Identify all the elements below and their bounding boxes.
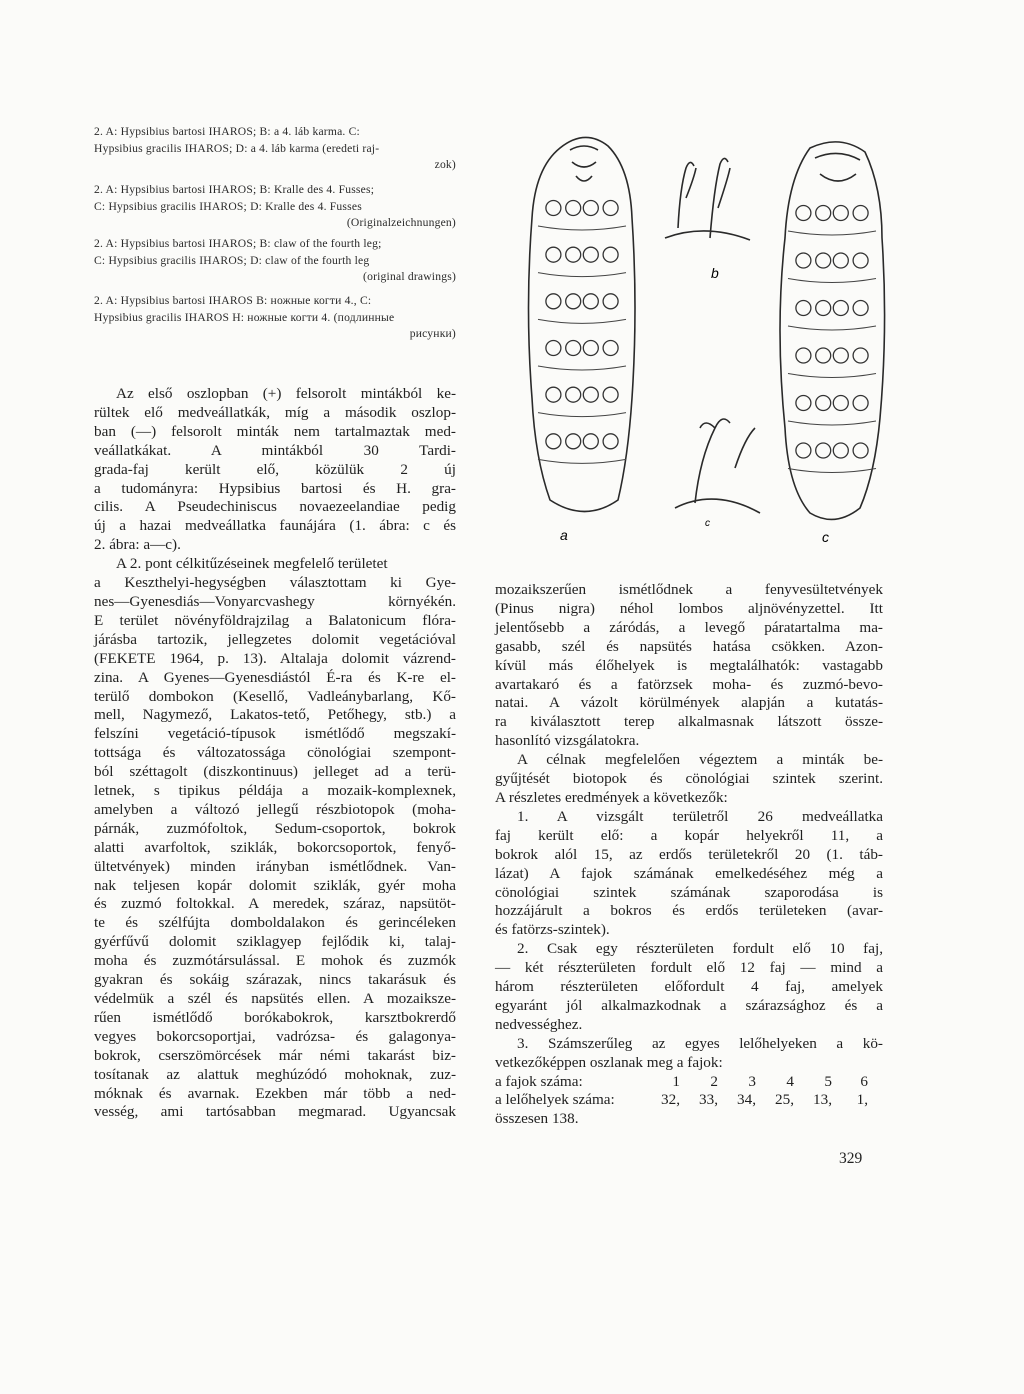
text-line: vesség, ami tartósabban megmarad. Ugyancsak: [94, 1103, 456, 1121]
body-bump: [603, 341, 618, 356]
segment-line: [538, 226, 626, 230]
body-bump: [603, 247, 618, 262]
table-cell: 1: [672, 1072, 680, 1090]
text-line: rűen ismétlődő borókabokrok, karsztbokrerdő: [94, 1008, 456, 1026]
segment-line: [788, 231, 876, 235]
body-bump: [833, 396, 848, 411]
table-cell: 33,: [699, 1091, 718, 1109]
text-line: 2. ábra: a—c).: [94, 536, 181, 554]
caption-en: [94, 236, 456, 286]
body-bump: [546, 434, 561, 449]
figure-label-c: c: [822, 529, 829, 545]
body-bump: [546, 201, 561, 216]
text-line: (Pinus nigra) néhol lombos aljnövényzettel. Itt: [495, 599, 883, 617]
text-line: 1. A vizsgált területről 26 medveállatka: [517, 807, 883, 825]
segment-line: [788, 279, 876, 283]
text-line: lázat) A fajok számának emelkedéséhez még a: [495, 864, 883, 882]
text-line: zina. A Gyenes—Gyenesdiástól É-ra és K-re el-: [94, 668, 456, 686]
caption-line: (original drawings): [363, 270, 456, 284]
text-line: grada-faj került elő, közülük 2 új: [94, 460, 456, 478]
text-line: cilis. A Pseudechiniscus novaezeelandiae pedig: [94, 498, 456, 516]
text-line: jelentősebb a záródás, a levegő páratartalma ma-: [495, 618, 883, 636]
text-line: a Keszthelyi-hegységben választottam ki Gye-: [94, 574, 456, 592]
text-line: E terület növényföldrajzilag a Balatonicum flóra-: [94, 611, 456, 629]
text-line: ültetvények) minden irányban ismétlődnek. Van-: [94, 857, 456, 875]
body-bump: [583, 247, 598, 262]
text-line: A részletes eredmények a következők:: [495, 788, 728, 806]
text-line: rültek elő medveállatkák, míg a második oszlop-: [94, 403, 456, 421]
page-number: 329: [839, 1150, 863, 1167]
body-bump: [583, 294, 598, 309]
text-line: vegyes bokorcsoportjai, vadrózsa- és galagonya-: [94, 1027, 456, 1045]
body-bump: [833, 206, 848, 221]
body-bump: [796, 253, 811, 268]
body-bump: [816, 206, 831, 221]
caption-hu: [94, 124, 456, 174]
body-bump: [583, 201, 598, 216]
text-line: bokrok, cserszömörcések már némi takarást biz-: [94, 1046, 456, 1064]
table-cell: 25,: [775, 1091, 794, 1109]
text-line: felszíni vegetáció-típusok ismétlődő megszakí-: [94, 725, 456, 743]
body-bump: [816, 443, 831, 458]
text-line: új a hazai medveállatka faunájára (1. ábra: c és: [94, 517, 456, 535]
body-bump: [853, 348, 868, 363]
text-line: hasonlító vizsgálatokra.: [495, 732, 640, 750]
caption-line: 2. A: Hypsibius bartosi IHAROS; B: Kralle des 4. Fusses;: [94, 183, 375, 196]
caption-line: C: Hypsibius gracilis IHAROS; D: Kralle des 4. Fusses: [94, 199, 362, 213]
table-cell: 6: [860, 1072, 868, 1090]
text-line: 3. Számszerűleg az egyes lelőhelyeken a kö-: [517, 1034, 883, 1052]
text-line: gyűjtését biotopok és cönológiai szintek szerint.: [495, 770, 883, 788]
body-bump: [583, 341, 598, 356]
body-bump: [603, 294, 618, 309]
figure-label-small: c: [705, 518, 710, 529]
table-row: [495, 1073, 883, 1092]
text-line: tosítanak az alattuk meghúzódó mohoknak, zuz-: [94, 1065, 456, 1083]
caption-line: 2. A: Hypsibius bartosi IHAROS; B: a 4. láb karma. C:: [94, 125, 360, 138]
body-bump: [796, 443, 811, 458]
body-bump: [603, 387, 618, 402]
body-bump: [566, 201, 581, 216]
text-line: hozzájárult a bokros és erdős területeken (avar-: [495, 902, 883, 920]
body-bump: [566, 434, 581, 449]
table-cell: 5: [824, 1072, 832, 1090]
body-bump: [853, 206, 868, 221]
segment-line: [538, 273, 626, 277]
body-bump: [853, 253, 868, 268]
text-line: letnek, s tipikus példája a mozaik-komplexnek,: [94, 782, 456, 800]
text-line: nes—Gyenesdiás—Vonyarcvashegy környékén.: [94, 592, 456, 610]
caption-ru: [94, 293, 456, 343]
text-line: moha és zuzmótársulással. E mohok és zuzmók: [94, 952, 456, 970]
body-bump: [566, 341, 581, 356]
text-line: te és szélfújta domboldalakon és gerincéleken: [94, 914, 456, 932]
text-line: natai. A vázolt körülmények alapján a kutatás-: [495, 694, 883, 712]
table-cell: 32,: [661, 1091, 680, 1109]
caption-line: C: Hypsibius gracilis IHAROS; D: claw of the fourth leg: [94, 253, 370, 267]
caption-line: рисунки): [409, 327, 456, 341]
caption-line: 2. A: Hypsibius bartosi IHAROS B: ножные когти 4., C:: [94, 294, 372, 307]
segment-line: [788, 374, 876, 378]
text-line: gyérfűvű dolomit sziklagyep fejlődik ki, talaj-: [94, 933, 456, 951]
table-row: [495, 1091, 883, 1110]
text-line: és zuzmó foltokkal. A meredek, száraz, napsütöt-: [94, 895, 456, 913]
segment-line: [538, 413, 626, 417]
body-bump: [833, 443, 848, 458]
caption-line: 2. A: Hypsibius bartosi IHAROS; B: claw of the fourth leg;: [94, 237, 382, 250]
body-bump: [583, 434, 598, 449]
body-bump: [546, 294, 561, 309]
body-bump: [816, 301, 831, 316]
table-cell: 3: [748, 1072, 756, 1090]
text-line: ban (—) felsorolt minták nem tartalmaztak med-: [94, 422, 456, 440]
text-line: mell, Nagymező, Lakatos-tető, Petőhegy, stb.) a: [94, 706, 456, 724]
body-bump: [566, 387, 581, 402]
body-bump: [546, 387, 561, 402]
claw-lower: [675, 419, 760, 513]
body-bump: [853, 443, 868, 458]
text-line: egyaránt jól alkalmazkodnak a szárazsághoz és a: [495, 996, 883, 1014]
body-bump: [833, 348, 848, 363]
text-line: amelyben a változó jellegű részbiotopok (moha-: [94, 800, 456, 818]
body-bump: [796, 396, 811, 411]
text-line: alatti avarfoltok, sziklák, bokorcsoportok, fenyő-: [94, 838, 456, 856]
table-cell: 13,: [813, 1091, 832, 1109]
text-line: gyakran és sokáig szárazak, nincs takarásuk és: [94, 971, 456, 989]
body-bump: [546, 247, 561, 262]
tardigrade-a-outline: [529, 137, 636, 511]
text-line: bokrok alól 15, az erdős területekről 20 (1. táb-: [495, 845, 883, 863]
claw-b: [665, 158, 750, 240]
text-line: három részterületen előfordult 4 faj, amelyek: [495, 978, 883, 996]
text-line: A 2. pont célkitűzéseinek megfelelő területet: [116, 555, 388, 573]
text-line: 2. Csak egy részterületen fordult elő 10 faj,: [517, 940, 883, 958]
text-line: A célnak megfelelően végeztem a minták be-: [517, 751, 883, 769]
text-line: terülő dombokon (Kesellő, Vadleánybarlang, Kő-: [94, 687, 456, 705]
tardigrade-figure: [510, 128, 890, 558]
body-bump: [546, 341, 561, 356]
body-bump: [566, 247, 581, 262]
body-bump: [796, 301, 811, 316]
text-line: cönológiai szintek számának szaporodása is: [495, 883, 883, 901]
body-bump: [853, 396, 868, 411]
text-line: veállatkákat. A mintákból 30 Tardi-: [94, 441, 456, 459]
segment-line: [788, 421, 876, 425]
table-cell: 1,: [856, 1091, 868, 1109]
table-total: összesen 138.: [495, 1110, 579, 1128]
text-line: avartakaró és a fatörzsek moha- és zuzmó-bevo-: [495, 675, 883, 693]
text-line: faj került elő: a kopár helyekről 11, a: [495, 826, 883, 844]
text-line: a tudományra: Hypsibius bartosi és H. gra-: [94, 479, 456, 497]
table-cell: 4: [786, 1072, 794, 1090]
text-line: védelmük a szél és napsütés ellen. A mozaiksze-: [94, 990, 456, 1007]
body-bump: [816, 396, 831, 411]
segment-line: [788, 469, 876, 473]
text-line: vetkezőképpen oszlanak meg a fajok:: [495, 1053, 723, 1071]
text-line: párnák, zuzmófoltok, Sedum-csoportok, bokrok: [94, 819, 456, 837]
text-line: (FEKETE 1964, p. 13). Altalaja dolomit vázrend-: [94, 649, 456, 667]
text-line: nedvességhez.: [495, 1015, 583, 1033]
text-line: nak teljesen kopár dolomit sziklák, gyér moha: [94, 876, 456, 894]
segment-line: [538, 459, 626, 463]
left-column: [94, 385, 456, 1122]
table-row-label: a lelőhelyek száma:: [495, 1091, 615, 1109]
text-line: ra kiválasztott terep alkalmasnak látszott össze-: [495, 713, 883, 731]
tardigrade-c-outline: [780, 142, 885, 520]
caption-line: (Originalzeichnungen): [346, 216, 456, 230]
caption-line: Hypsibius gracilis IHAROS H: ножные когти 4. (подлинные: [94, 310, 395, 324]
body-bump: [566, 294, 581, 309]
right-column: [495, 581, 883, 1129]
table-cell: 34,: [737, 1091, 756, 1109]
text-line: Az első oszlopban (+) felsorolt mintákból ke-: [116, 385, 456, 402]
figure-label-a: a: [560, 527, 568, 543]
body-bump: [796, 206, 811, 221]
text-line: — két részterületen fordult elő 12 faj — mind a: [495, 959, 883, 977]
body-bump: [853, 301, 868, 316]
segment-line: [538, 366, 626, 370]
table-row-label: a fajok száma:: [495, 1072, 583, 1090]
text-line: járásba tartozik, jellegzetes dolomit vegetációval: [94, 630, 456, 648]
text-line: móknak és avarnak. Ezekben már több a ned-: [94, 1084, 456, 1102]
figure-label-b: b: [711, 265, 719, 281]
body-bump: [816, 348, 831, 363]
text-line: és fatörzs-szintek).: [495, 921, 610, 939]
body-bump: [816, 253, 831, 268]
text-line: ból széttagolt (diszkontinuus) jelleget ad a terü-: [94, 763, 456, 781]
segment-line: [538, 319, 626, 323]
body-bump: [833, 253, 848, 268]
text-line: mozaikszerűen ismétlődnek a fenyvesültetvények: [495, 581, 883, 598]
caption-line: zok): [434, 158, 456, 172]
segment-lines: [538, 226, 876, 473]
text-line: tottsága és változatossága cönológiai szempont-: [94, 744, 456, 762]
body-bump: [796, 348, 811, 363]
body-bump: [583, 387, 598, 402]
body-bump: [603, 434, 618, 449]
caption-de: [94, 182, 456, 232]
segment-line: [788, 326, 876, 330]
text-line: gasabb, szél és napsütés hatása csökken. Azon-: [495, 637, 883, 655]
body-bump: [603, 201, 618, 216]
text-line: kívül más élőhelyek is megtalálhatók: vastagabb: [495, 656, 883, 674]
body-bump: [833, 301, 848, 316]
caption-line: Hypsibius gracilis IHAROS; D: a 4. láb karma (eredeti raj-: [94, 141, 380, 155]
table-cell: 2: [710, 1072, 718, 1090]
